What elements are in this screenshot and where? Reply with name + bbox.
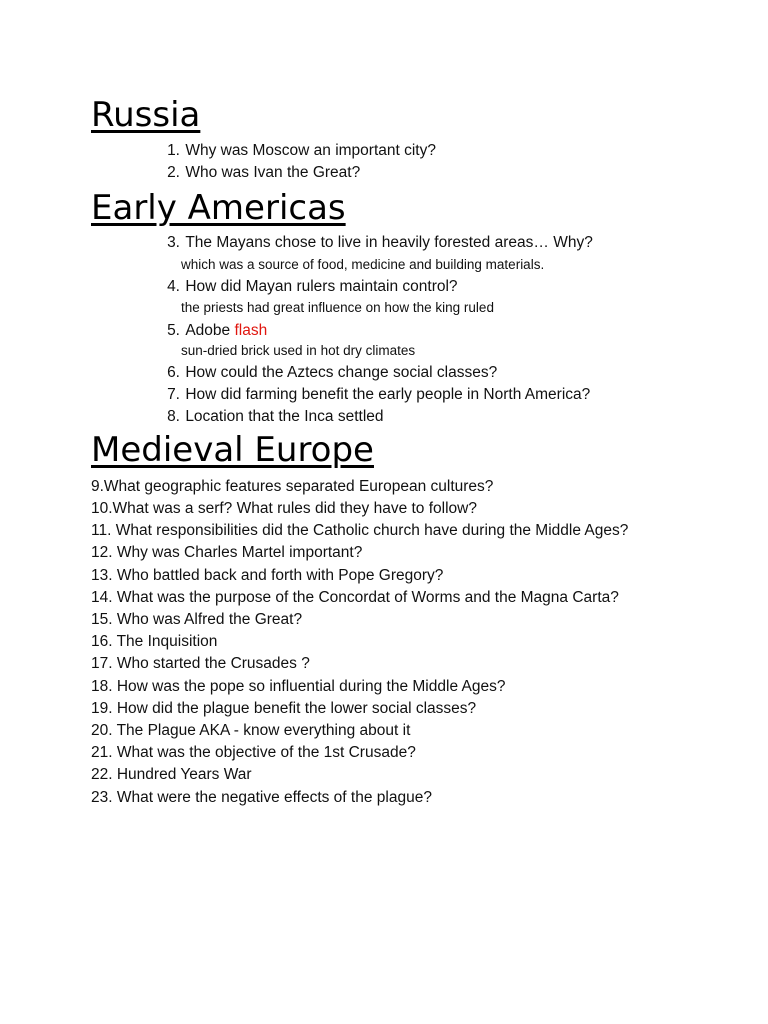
list-item: 16. The Inquisition — [91, 633, 218, 650]
answer-note: which was a source of food, medicine and building materials. — [181, 257, 545, 272]
list-item: 12. Why was Charles Martel important? — [91, 544, 363, 561]
highlight-flash: flash — [234, 322, 268, 339]
answer-note: the priests had great influence on how the king ruled — [181, 300, 494, 315]
list-item: 20. The Plague AKA - know everything about it — [91, 722, 411, 739]
list-item: 23. What were the negative effects of the plague? — [91, 789, 432, 806]
list-item: 8. Location that the Inca settled — [167, 408, 384, 425]
answer-note: sun-dried brick used in hot dry climates — [181, 343, 416, 358]
list-item: 18. How was the pope so influential during the Middle Ages? — [91, 678, 506, 695]
list-item: 7. How did farming benefit the early people in North America? — [167, 386, 591, 403]
term-adobe: Adobe — [185, 322, 235, 339]
list-item: 2. Who was Ivan the Great? — [167, 164, 361, 181]
list-item: 1. Why was Moscow an important city? — [167, 142, 436, 159]
list-item: 15. Who was Alfred the Great? — [91, 611, 303, 628]
list-item: 11. What responsibilities did the Catholic church have during the Middle Ages? — [91, 522, 629, 539]
list-item: 4. How did Mayan rulers maintain control? — [167, 278, 458, 295]
heading-medieval-europe: Medieval Europe — [91, 430, 374, 470]
list-item: 22. Hundred Years War — [91, 766, 252, 783]
list-item: 19. How did the plague benefit the lower social classes? — [91, 700, 477, 717]
heading-early-americas: Early Americas — [91, 188, 346, 228]
heading-russia: Russia — [91, 95, 201, 135]
list-item: 3. The Mayans chose to live in heavily forested areas… Why? — [167, 234, 593, 251]
list-item: 9.What geographic features separated European cultures? — [91, 478, 494, 495]
list-item: 17. Who started the Crusades ? — [91, 655, 310, 672]
list-item: 5. Adobe flash — [167, 322, 268, 339]
list-item: 6. How could the Aztecs change social classes? — [167, 364, 498, 381]
list-item: 10.What was a serf? What rules did they have to follow? — [91, 500, 477, 517]
list-item: 21. What was the objective of the 1st Crusade? — [91, 744, 416, 761]
list-item: 13. Who battled back and forth with Pope Gregory? — [91, 567, 444, 584]
list-item: 14. What was the purpose of the Concordat of Worms and the Magna Carta? — [91, 589, 619, 606]
